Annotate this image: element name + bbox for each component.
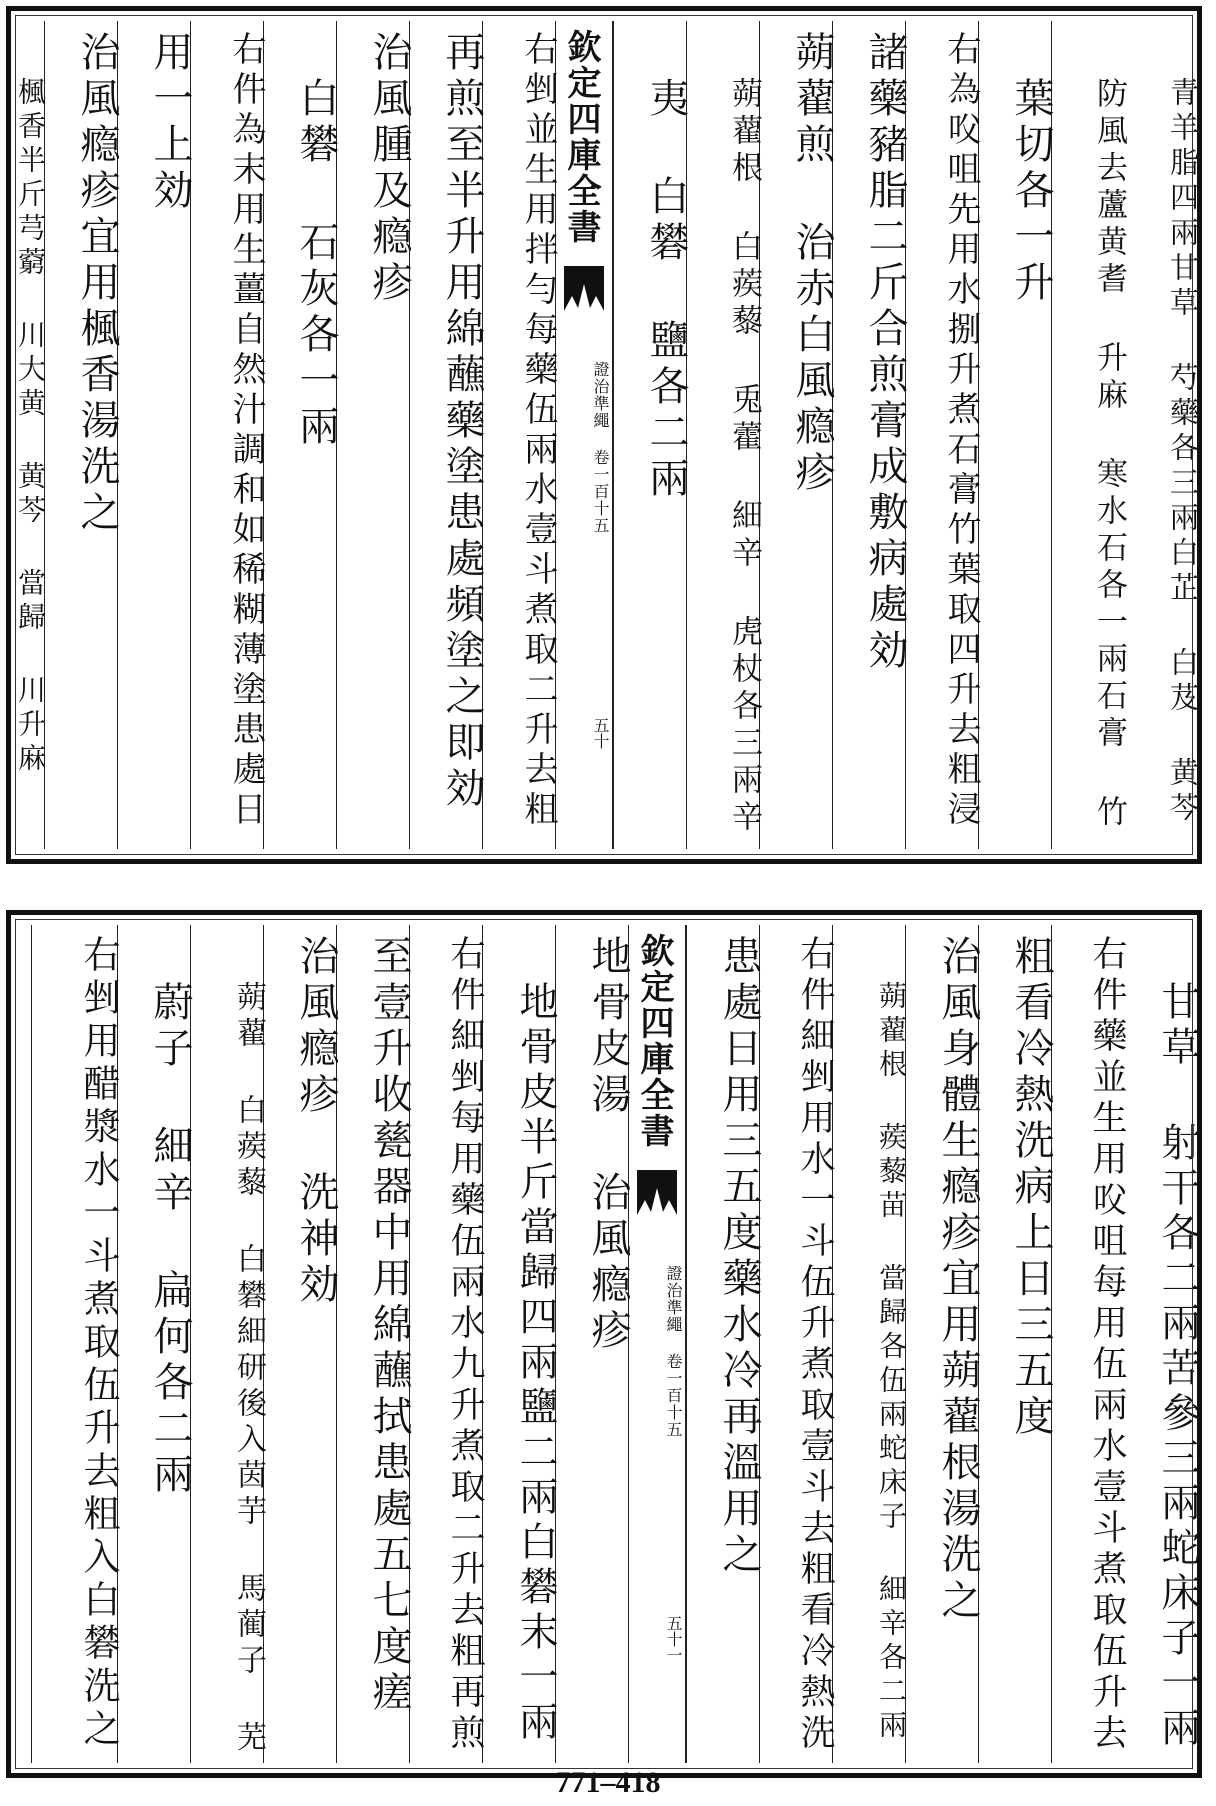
text-column: 夷 白礬 鹽各二兩 [613, 21, 686, 849]
text-column: 地骨皮湯 治風瘾疹 [555, 925, 628, 1763]
top-page-panel [6, 6, 1202, 864]
text-column: 地骨皮半斤當歸四兩鹽二兩白礬末一兩 [482, 925, 555, 1763]
bottom-page-panel [6, 910, 1202, 1778]
page-number: 五十 [591, 717, 610, 749]
text-column: 右件藥並生用㕮咀每用伍兩水壹斗煮取伍升去 [1051, 925, 1124, 1763]
text-column: 右件為末用生薑自然汁調和如稀糊薄塗患處日 [190, 21, 263, 849]
text-column: 至壹升收甆器中用綿蘸拭患處五七度瘥 [336, 925, 409, 1763]
book-title: 欽定四庫全書 [634, 933, 674, 1149]
center-fold-column [555, 21, 613, 849]
page-footer-number: 771–418 [555, 1766, 661, 1799]
text-column: 甘草 射干各二兩苦參三兩蛇床子一兩 [1155, 981, 1200, 1752]
fish-tail-mark-icon [637, 1170, 677, 1215]
volume-label: 證治準繩 卷一百十五 [664, 1265, 683, 1438]
volume-label: 證治準繩 卷一百十五 [591, 361, 610, 534]
book-title: 欽定四庫全書 [561, 29, 601, 245]
text-column: 楓香半斤芎藭 川大黄 黄芩 當歸 川升麻 [14, 77, 47, 777]
text-column: 治風瘾疹 洗神効 [263, 925, 336, 1763]
text-column: 葉切各一升 [978, 21, 1051, 849]
text-column: 用一上効 [117, 21, 190, 849]
text-column: 右件細剉每用藥伍兩水九升煮取二升去粗再煎 [409, 925, 482, 1763]
text-column: 白礬 石灰各一兩 [263, 21, 336, 849]
text-column: 蒴藋根 白蒺藜 兎藿 細辛 虎杖各三兩辛 [686, 21, 759, 849]
text-column: 青羊脂四兩甘草 芍藥各三兩白芷 白芨 黄芩 [1166, 77, 1200, 827]
fish-tail-mark-icon [564, 266, 604, 311]
text-column: 防風去蘆黄耆 升麻 寒水石各一兩石膏 竹 [1051, 21, 1124, 849]
text-column: 治風腫及瘾疹 [336, 21, 409, 849]
text-column: 諸藥豬脂二斤合煎膏成敷病處効 [832, 21, 905, 849]
text-column: 粗看冷熱洗病上日三五度 [978, 925, 1051, 1763]
text-column: 蔚子 細辛 扁何各二兩 [117, 925, 190, 1763]
text-column: 右剉並生用拌勻每藥伍兩水壹斗煮取二升去粗 [482, 21, 555, 849]
text-column: 治風身體生瘾疹宜用蒴藋根湯洗之 [905, 925, 978, 1763]
text-column: 右剉用醋漿水一斗煮取伍升去粗入白礬洗之 [31, 925, 117, 1763]
text-column: 蒴藋根 蒺藜苗 當歸各伍兩蛇床子 細辛各二兩 [832, 925, 905, 1763]
text-column: 治風瘾疹宜用楓香湯洗之 [44, 21, 117, 849]
text-column: 右為㕮咀先用水捌升煮石膏竹葉取四升去粗浸 [905, 21, 978, 849]
text-column: 再煎至半升用綿蘸藥塗患處頻塗之即効 [409, 21, 482, 849]
page-number: 五十一 [664, 1615, 683, 1663]
text-column: 蒴藋 白蒺藜 白礬細研後入茵芋 馬蔺子 芜 [190, 925, 263, 1763]
text-column: 蒴藋煎 治赤白風瘾疹 [759, 21, 832, 849]
center-fold-column [628, 925, 686, 1763]
text-column: 患處日用三五度藥水冷再溫用之 [686, 925, 759, 1763]
text-column: 右件細剉用水一斗伍升煮取壹斗去粗看冷熱洗 [759, 925, 832, 1763]
